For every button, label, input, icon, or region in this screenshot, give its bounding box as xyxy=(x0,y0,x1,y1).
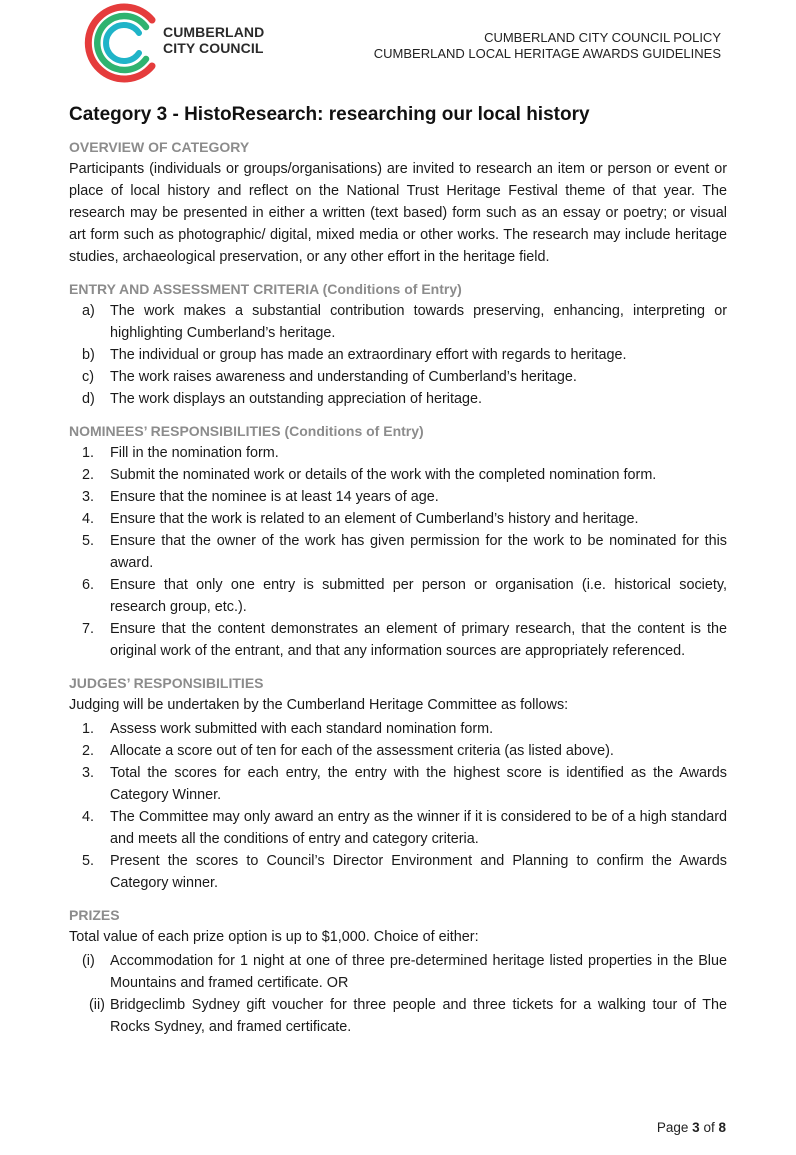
logo-line-2: CITY COUNCIL xyxy=(163,40,264,56)
list-item-text: The work makes a substantial contribution towards preserving, enhancing, interpreting or highlighting Cumberland’s heritage. xyxy=(110,303,727,341)
document-header xyxy=(374,30,721,62)
criteria-heading: ENTRY AND ASSESSMENT CRITERIA (Conditions of Entry) xyxy=(69,281,462,297)
nominees-list xyxy=(69,442,727,662)
overview-heading: OVERVIEW OF CATEGORY xyxy=(69,139,250,155)
list-item xyxy=(69,762,727,806)
list-item xyxy=(69,388,727,410)
nominees-heading: NOMINEES’ RESPONSIBILITIES (Conditions of Entry) xyxy=(69,423,424,439)
list-item xyxy=(69,486,727,508)
list-item-text: Ensure that the owner of the work has given permission for the work to be nominated for this award. xyxy=(110,533,727,571)
list-item-text: Allocate a score out of ten for each of the assessment criteria (as listed above). xyxy=(110,743,614,759)
header-guidelines-line: CUMBERLAND LOCAL HERITAGE AWARDS GUIDELINES xyxy=(373,46,721,61)
logo-wordmark xyxy=(163,24,264,56)
list-marker: 2. xyxy=(82,743,95,759)
list-item xyxy=(69,740,727,762)
list-item xyxy=(69,718,727,740)
prizes-heading: PRIZES xyxy=(69,907,120,923)
list-item-text: Total the scores for each entry, the entry with the highest score is identified as the Awards Category Winner. xyxy=(110,765,727,803)
page-word: Page xyxy=(656,1120,689,1135)
list-item xyxy=(69,530,727,574)
list-item xyxy=(69,442,727,464)
header-policy-line: CUMBERLAND CITY COUNCIL POLICY xyxy=(484,30,721,45)
list-item-text: The Committee may only award an entry as the winner if it is considered to be of a high standard and meets all the conditions of entry and category criteria. xyxy=(110,809,727,847)
list-item-text: Ensure that the content demonstrates an element of primary research, that the content is the original work of the entrant, and that any information sources are appropriately referenced. xyxy=(110,621,727,659)
list-marker: b) xyxy=(82,347,95,363)
prizes-list xyxy=(69,950,727,1038)
council-logo-icon xyxy=(82,2,162,84)
page-content xyxy=(69,103,727,1038)
list-item xyxy=(69,574,727,618)
current-page: 3 xyxy=(692,1120,700,1135)
list-marker: (ii) xyxy=(89,997,105,1013)
list-marker: 7. xyxy=(82,621,95,637)
of-word: of xyxy=(703,1120,715,1135)
list-item-text: Ensure that the work is related to an element of Cumberland’s history and heritage. xyxy=(110,511,639,527)
logo-line-1: CUMBERLAND xyxy=(163,24,265,40)
judges-list xyxy=(69,718,727,894)
list-marker: 4. xyxy=(82,511,95,527)
page-title: Category 3 - HistoResearch: researching our local history xyxy=(69,104,590,125)
list-item xyxy=(69,464,727,486)
list-marker: (i) xyxy=(82,953,95,969)
list-marker: 3. xyxy=(82,765,95,781)
judges-heading: JUDGES’ RESPONSIBILITIES xyxy=(69,675,264,691)
judges-intro: Judging will be undertaken by the Cumberland Heritage Committee as follows: xyxy=(69,697,569,713)
list-marker: 2. xyxy=(82,467,95,483)
list-item-text: Submit the nominated work or details of the work with the completed nomination form. xyxy=(110,467,657,483)
list-item xyxy=(69,806,727,850)
criteria-list xyxy=(69,300,727,410)
list-item-text: The work displays an outstanding appreciation of heritage. xyxy=(110,391,482,407)
list-item xyxy=(69,950,727,994)
list-marker: 3. xyxy=(82,489,95,505)
list-item xyxy=(69,618,727,662)
list-item xyxy=(69,344,727,366)
list-item-text: Present the scores to Council’s Director Environment and Planning to confirm the Awards Category winner. xyxy=(110,853,727,891)
list-item xyxy=(69,300,727,344)
list-item-text: Ensure that the nominee is at least 14 years of age. xyxy=(110,489,439,505)
list-item-text: Fill in the nomination form. xyxy=(110,445,279,461)
list-item-text: The work raises awareness and understanding of Cumberland’s heritage. xyxy=(110,369,577,385)
list-marker: 5. xyxy=(82,853,95,869)
list-marker: d) xyxy=(82,391,95,407)
list-marker: 4. xyxy=(82,809,95,825)
list-marker: 6. xyxy=(82,577,95,593)
prizes-intro: Total value of each prize option is up to $1,000. Choice of either: xyxy=(69,929,479,945)
list-item xyxy=(69,366,727,388)
list-marker: a) xyxy=(82,303,95,319)
list-item-text: Bridgeclimb Sydney gift voucher for three people and three tickets for a walking tour of The Rocks Sydney, and framed certificate. xyxy=(110,997,727,1035)
list-item xyxy=(69,994,727,1038)
overview-text: Participants (individuals or groups/organisations) are invited to research an item or person or event or place of local history and reflect on the National Trust Heritage Festival theme of that year. The research may be presented in either a written (text based) form such as an essay or poetry; or visual art form such as photographic/ digital, mixed media or other works. The research may include heritage studies, archaeological preservation, or any other effort in the heritage field. xyxy=(69,161,727,265)
page-number xyxy=(657,1120,726,1135)
total-pages: 8 xyxy=(718,1120,726,1135)
list-marker: 1. xyxy=(82,721,95,737)
list-item-text: Accommodation for 1 night at one of three pre-determined heritage listed properties in the Blue Mountains and framed certificate. OR xyxy=(110,953,727,991)
list-marker: 1. xyxy=(82,445,95,461)
list-item-text: Assess work submitted with each standard nomination form. xyxy=(110,721,494,737)
list-item-text: Ensure that only one entry is submitted per person or organisation (i.e. historical society, research group, etc.). xyxy=(110,577,727,615)
list-item-text: The individual or group has made an extraordinary effort with regards to heritage. xyxy=(110,347,627,363)
list-item xyxy=(69,508,727,530)
list-marker: 5. xyxy=(82,533,95,549)
list-item xyxy=(69,850,727,894)
list-marker: c) xyxy=(82,369,94,385)
